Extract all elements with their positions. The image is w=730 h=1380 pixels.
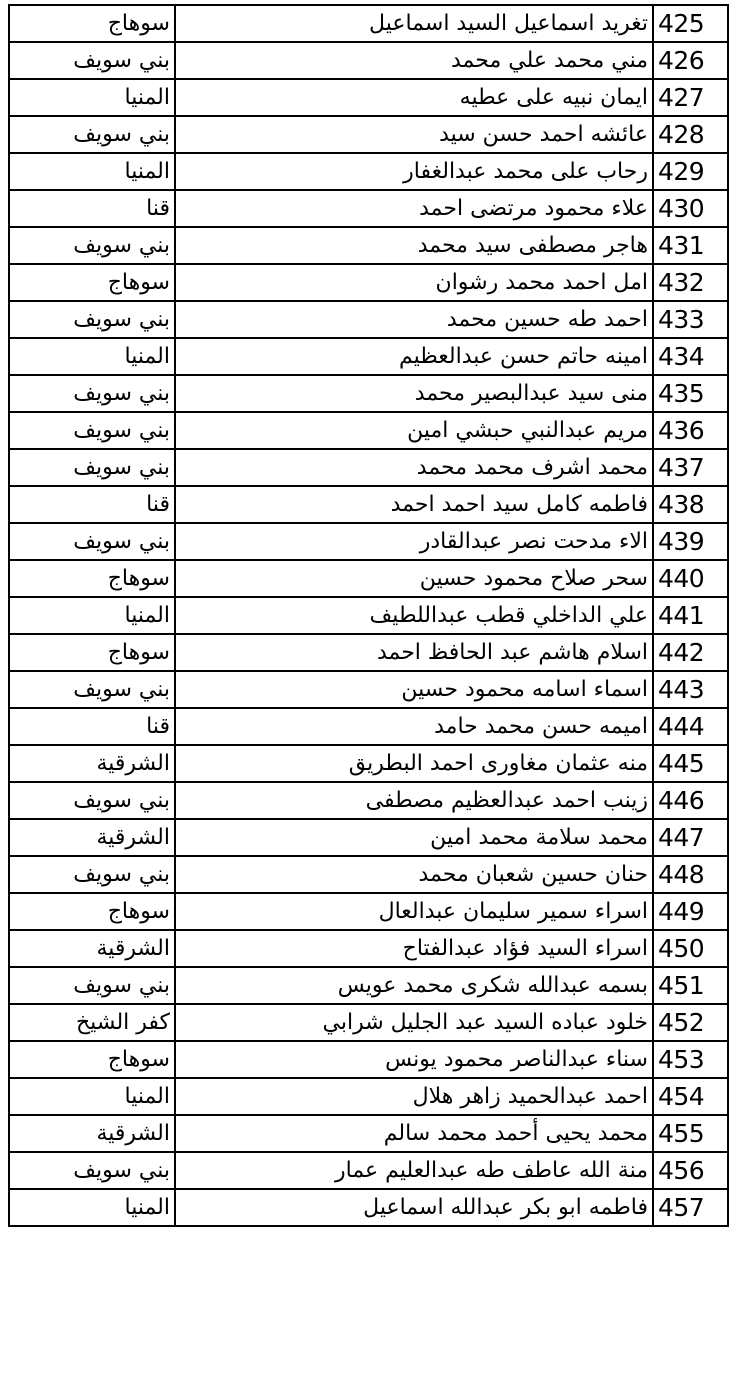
- governorate-cell: المنيا: [9, 338, 175, 375]
- name-cell: بسمه عبدالله شكرى محمد عويس: [175, 967, 653, 1004]
- table-row: [9, 227, 728, 264]
- governorate-cell: قنا: [9, 708, 175, 745]
- governorate-cell: المنيا: [9, 1078, 175, 1115]
- name-cell: فاطمه كامل سيد احمد احمد: [175, 486, 653, 523]
- name-cell: اميمه حسن محمد حامد: [175, 708, 653, 745]
- governorate-cell: الشرقية: [9, 819, 175, 856]
- number-cell: 434: [653, 338, 728, 375]
- table-row: [9, 5, 728, 42]
- governorate-cell: بني سويف: [9, 116, 175, 153]
- governorate-cell: بني سويف: [9, 412, 175, 449]
- name-cell: الاء مدحت نصر عبدالقادر: [175, 523, 653, 560]
- table-row: [9, 597, 728, 634]
- table-row: [9, 967, 728, 1004]
- name-cell: اسراء السيد فؤاد عبدالفتاح: [175, 930, 653, 967]
- name-cell: حنان حسين شعبان محمد: [175, 856, 653, 893]
- name-cell: مني محمد علي محمد: [175, 42, 653, 79]
- number-cell: 430: [653, 190, 728, 227]
- number-cell: 436: [653, 412, 728, 449]
- name-cell: اسماء اسامه محمود حسين: [175, 671, 653, 708]
- table-row: [9, 1152, 728, 1189]
- governorate-cell: بني سويف: [9, 671, 175, 708]
- table-row: [9, 634, 728, 671]
- table-row: [9, 523, 728, 560]
- table-row: [9, 671, 728, 708]
- name-cell: سناء عبدالناصر محمود يونس: [175, 1041, 653, 1078]
- name-cell: منى سيد عبدالبصير محمد: [175, 375, 653, 412]
- table-row: [9, 1189, 728, 1226]
- name-cell: خلود عباده السيد عبد الجليل شرابي: [175, 1004, 653, 1041]
- governorate-cell: سوهاج: [9, 5, 175, 42]
- governorate-cell: المنيا: [9, 1189, 175, 1226]
- number-cell: 445: [653, 745, 728, 782]
- number-cell: 452: [653, 1004, 728, 1041]
- governorate-cell: سوهاج: [9, 560, 175, 597]
- governorate-cell: بني سويف: [9, 42, 175, 79]
- number-cell: 431: [653, 227, 728, 264]
- table-body: [9, 5, 728, 1226]
- governorate-cell: الشرقية: [9, 930, 175, 967]
- number-cell: 447: [653, 819, 728, 856]
- name-cell: علي الداخلي قطب عبداللطيف: [175, 597, 653, 634]
- number-cell: 428: [653, 116, 728, 153]
- governorate-cell: بني سويف: [9, 967, 175, 1004]
- name-cell: محمد يحيى أحمد محمد سالم: [175, 1115, 653, 1152]
- governorate-cell: بني سويف: [9, 449, 175, 486]
- table-row: [9, 190, 728, 227]
- name-cell: امل احمد محمد رشوان: [175, 264, 653, 301]
- name-cell: رحاب على محمد عبدالغفار: [175, 153, 653, 190]
- table-row: [9, 42, 728, 79]
- number-cell: 433: [653, 301, 728, 338]
- table-row: [9, 893, 728, 930]
- table-row: [9, 449, 728, 486]
- number-cell: 426: [653, 42, 728, 79]
- table-row: [9, 1041, 728, 1078]
- table-row: [9, 264, 728, 301]
- table-row: [9, 930, 728, 967]
- name-cell: احمد طه حسين محمد: [175, 301, 653, 338]
- governorate-cell: بني سويف: [9, 227, 175, 264]
- governorate-cell: الشرقية: [9, 745, 175, 782]
- table-row: [9, 412, 728, 449]
- number-cell: 432: [653, 264, 728, 301]
- name-cell: ايمان نبيه على عطيه: [175, 79, 653, 116]
- table-row: [9, 560, 728, 597]
- table-row: [9, 1078, 728, 1115]
- name-cell: اسلام هاشم عبد الحافظ احمد: [175, 634, 653, 671]
- name-cell: منة الله عاطف طه عبدالعليم عمار: [175, 1152, 653, 1189]
- number-cell: 450: [653, 930, 728, 967]
- number-cell: 444: [653, 708, 728, 745]
- governorate-cell: بني سويف: [9, 782, 175, 819]
- name-cell: هاجر مصطفى سيد محمد: [175, 227, 653, 264]
- table-row: [9, 153, 728, 190]
- governorate-cell: بني سويف: [9, 523, 175, 560]
- name-cell: امينه حاتم حسن عبدالعظيم: [175, 338, 653, 375]
- governorate-cell: بني سويف: [9, 301, 175, 338]
- number-cell: 451: [653, 967, 728, 1004]
- name-cell: محمد اشرف محمد محمد: [175, 449, 653, 486]
- table-row: [9, 375, 728, 412]
- governorate-cell: بني سويف: [9, 1152, 175, 1189]
- table-row: [9, 856, 728, 893]
- number-cell: 456: [653, 1152, 728, 1189]
- table-row: [9, 79, 728, 116]
- number-cell: 443: [653, 671, 728, 708]
- number-cell: 437: [653, 449, 728, 486]
- governorate-cell: قنا: [9, 190, 175, 227]
- governorate-cell: سوهاج: [9, 264, 175, 301]
- table-row: [9, 708, 728, 745]
- table-row: [9, 338, 728, 375]
- number-cell: 441: [653, 597, 728, 634]
- number-cell: 454: [653, 1078, 728, 1115]
- governorate-cell: قنا: [9, 486, 175, 523]
- governorate-cell: سوهاج: [9, 634, 175, 671]
- name-cell: مريم عبدالنبي حبشي امين: [175, 412, 653, 449]
- governorate-cell: بني سويف: [9, 856, 175, 893]
- name-cell: سحر صلاح محمود حسين: [175, 560, 653, 597]
- table-row: [9, 116, 728, 153]
- table-row: [9, 1115, 728, 1152]
- number-cell: 449: [653, 893, 728, 930]
- table-row: [9, 301, 728, 338]
- number-cell: 425: [653, 5, 728, 42]
- governorate-cell: بني سويف: [9, 375, 175, 412]
- table-row: [9, 486, 728, 523]
- number-cell: 455: [653, 1115, 728, 1152]
- name-cell: علاء محمود مرتضى احمد: [175, 190, 653, 227]
- number-cell: 453: [653, 1041, 728, 1078]
- table-row: [9, 745, 728, 782]
- name-cell: اسراء سمير سليمان عبدالعال: [175, 893, 653, 930]
- number-cell: 439: [653, 523, 728, 560]
- governorate-cell: المنيا: [9, 153, 175, 190]
- number-cell: 448: [653, 856, 728, 893]
- table-row: [9, 1004, 728, 1041]
- number-cell: 427: [653, 79, 728, 116]
- name-cell: تغريد اسماعيل السيد اسماعيل: [175, 5, 653, 42]
- number-cell: 438: [653, 486, 728, 523]
- governorate-cell: المنيا: [9, 79, 175, 116]
- number-cell: 440: [653, 560, 728, 597]
- names-table: [8, 4, 729, 1227]
- number-cell: 446: [653, 782, 728, 819]
- number-cell: 442: [653, 634, 728, 671]
- table-row: [9, 819, 728, 856]
- governorate-cell: المنيا: [9, 597, 175, 634]
- governorate-cell: الشرقية: [9, 1115, 175, 1152]
- governorate-cell: سوهاج: [9, 893, 175, 930]
- number-cell: 457: [653, 1189, 728, 1226]
- name-cell: زينب احمد عبدالعظيم مصطفى: [175, 782, 653, 819]
- number-cell: 435: [653, 375, 728, 412]
- table-row: [9, 782, 728, 819]
- name-cell: محمد سلامة محمد امين: [175, 819, 653, 856]
- name-cell: فاطمه ابو بكر عبدالله اسماعيل: [175, 1189, 653, 1226]
- name-cell: عائشه احمد حسن سيد: [175, 116, 653, 153]
- number-cell: 429: [653, 153, 728, 190]
- name-cell: احمد عبدالحميد زاهر هلال: [175, 1078, 653, 1115]
- governorate-cell: سوهاج: [9, 1041, 175, 1078]
- governorate-cell: كفر الشيخ: [9, 1004, 175, 1041]
- name-cell: منه عثمان مغاورى احمد البطريق: [175, 745, 653, 782]
